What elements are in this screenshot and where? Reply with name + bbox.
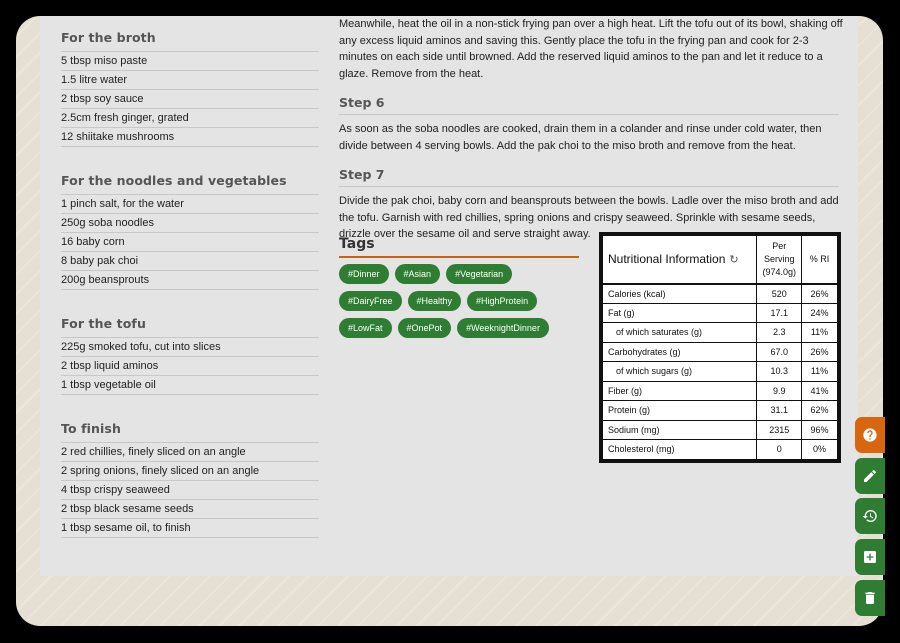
nutrient-value: 67.0 [757, 342, 802, 362]
nutrient-value: 0 [757, 440, 802, 460]
step-6-title: Step 6 [339, 95, 839, 115]
tags-title: Tags [339, 236, 579, 258]
trash-icon [862, 590, 878, 606]
nutrient-label: Fat (g) [603, 303, 757, 323]
step-5-text: Meanwhile, heat the oil in a non-stick frying pan over a high heat. Lift the tofu out of its bowl, shaking off any excess liquid aminos and saving this. Gently place the tofu in the frying pan and cook for 2-3 minutes on each side until browned. Add the reserved liquid aminos to the pan and let it reduce to a glaze. Remove from the heat. [339, 18, 843, 80]
ingredient-item: 5 tbsp miso paste [61, 52, 319, 71]
ingredient-item: 2 tbsp liquid aminos [61, 357, 319, 376]
nutrition-row [603, 284, 838, 304]
per-serving-header [757, 236, 802, 284]
tag-list [339, 264, 579, 338]
nutrition-row [603, 323, 838, 343]
nutrient-value: 2315 [757, 420, 802, 440]
ingredient-item: 16 baby corn [61, 233, 319, 252]
ingredient-item: 225g smoked tofu, cut into slices [61, 338, 319, 357]
nutrition-row [603, 440, 838, 460]
method-column [339, 16, 844, 243]
ingredient-list [61, 443, 319, 538]
ingredient-list [61, 195, 319, 290]
nutrition-row [603, 420, 838, 440]
nutrient-label: of which sugars (g) [603, 362, 757, 382]
ingredient-group-title: To finish [61, 421, 319, 443]
per-serving-line-3: (974.0g) [762, 266, 796, 277]
help-icon [862, 427, 878, 443]
step-6-text: As soon as the soba noodles are cooked, drain them in a colander and rinse under cold water, then divide between 4 serving bowls. Add the pak choi to the miso broth and remove from the heat. [339, 123, 822, 152]
nutrition-header-row [603, 236, 838, 284]
ingredient-group-title: For the tofu [61, 316, 319, 338]
ingredient-item: 1 tbsp sesame oil, to finish [61, 519, 319, 538]
help-button[interactable] [855, 417, 885, 453]
history-icon [862, 508, 878, 524]
tag-chip[interactable]: #OnePot [398, 318, 452, 338]
nutrition-row [603, 381, 838, 401]
nutrition-row [603, 303, 838, 323]
history-button[interactable] [855, 498, 885, 534]
ingredient-item: 12 shiitake mushrooms [61, 128, 319, 147]
pencil-icon [862, 468, 878, 484]
ingredient-item: 2 tbsp soy sauce [61, 90, 319, 109]
ingredient-list [61, 52, 319, 147]
nutrient-label: Sodium (mg) [603, 420, 757, 440]
screen [16, 16, 883, 626]
tag-chip[interactable]: #Dinner [339, 264, 389, 284]
nutrient-ri: 11% [802, 323, 838, 343]
tag-chip[interactable]: #Vegetarian [446, 264, 512, 284]
ingredient-item: 1.5 litre water [61, 71, 319, 90]
tags-section [339, 236, 579, 338]
nutrient-label: Protein (g) [603, 401, 757, 421]
nutrient-ri: 11% [802, 362, 838, 382]
tag-chip[interactable]: #HighProtein [467, 291, 537, 311]
nutrient-value: 17.1 [757, 303, 802, 323]
nutrient-value: 2.3 [757, 323, 802, 343]
nutrition-table [599, 232, 841, 463]
ingredient-item: 200g beansprouts [61, 271, 319, 290]
tag-chip[interactable]: #DairyFree [339, 291, 402, 311]
ingredient-list [61, 338, 319, 395]
ri-header: % RI [802, 236, 838, 284]
nutrition-title: Nutritional Information [608, 252, 726, 267]
nutrient-label: Calories (kcal) [603, 284, 757, 304]
edit-button[interactable] [855, 458, 885, 494]
add-button[interactable] [855, 539, 885, 575]
ingredient-item: 2 red chillies, finely sliced on an angle [61, 443, 319, 462]
ingredient-item: 8 baby pak choi [61, 252, 319, 271]
nutrition-title-cell [603, 236, 757, 284]
nutrient-ri: 24% [802, 303, 838, 323]
nutrient-ri: 62% [802, 401, 838, 421]
nutrient-ri: 26% [802, 284, 838, 304]
add-box-icon [862, 549, 878, 565]
per-serving-line-2: Serving [763, 253, 795, 264]
nutrient-value: 10.3 [757, 362, 802, 382]
nutrient-label: Cholesterol (mg) [603, 440, 757, 460]
nutrient-ri: 41% [802, 381, 838, 401]
ingredient-item: 2 tbsp black sesame seeds [61, 500, 319, 519]
nutrient-value: 9.9 [757, 381, 802, 401]
ingredient-group-title: For the broth [61, 30, 319, 52]
tag-chip[interactable]: #Healthy [408, 291, 462, 311]
per-serving-line-1: Per [772, 240, 787, 251]
nutrient-value: 31.1 [757, 401, 802, 421]
ingredient-group-title: For the noodles and vegetables [61, 173, 319, 195]
nutrient-ri: 26% [802, 342, 838, 362]
ingredient-item: 250g soba noodles [61, 214, 319, 233]
nutrition-row [603, 401, 838, 421]
nutrient-ri: 0% [802, 440, 838, 460]
recipe-panel [40, 16, 858, 576]
nutrition-row [603, 342, 838, 362]
nutrition-row [603, 362, 838, 382]
ingredient-item: 4 tbsp crispy seaweed [61, 481, 319, 500]
delete-button[interactable] [855, 580, 885, 616]
nutrient-label: Carbohydrates (g) [603, 342, 757, 362]
ingredients-column [61, 30, 319, 564]
step-7-title: Step 7 [339, 167, 839, 187]
ingredient-item: 2.5cm fresh ginger, grated [61, 109, 319, 128]
nutrient-ri: 96% [802, 420, 838, 440]
refresh-icon[interactable]: ↻ [729, 254, 739, 267]
step-7-text: Divide the pak choi, baby corn and beansprouts between the bowls. Ladle over the miso broth and add the tofu. Garnish with red chillies, spring onions and crispy seaweed. Sprinkle with sesame seeds, drizzle over the sesame oil and serve straight away. [339, 195, 839, 240]
tag-chip[interactable]: #WeeknightDinner [457, 318, 549, 338]
ingredient-item: 1 tbsp vegetable oil [61, 376, 319, 395]
tag-chip[interactable]: #Asian [395, 264, 441, 284]
nutrient-label: of which saturates (g) [603, 323, 757, 343]
nutrient-label: Fiber (g) [603, 381, 757, 401]
ingredient-item: 1 pinch salt, for the water [61, 195, 319, 214]
ingredient-item: 2 spring onions, finely sliced on an angle [61, 462, 319, 481]
tag-chip[interactable]: #LowFat [339, 318, 392, 338]
nutrient-value: 520 [757, 284, 802, 304]
